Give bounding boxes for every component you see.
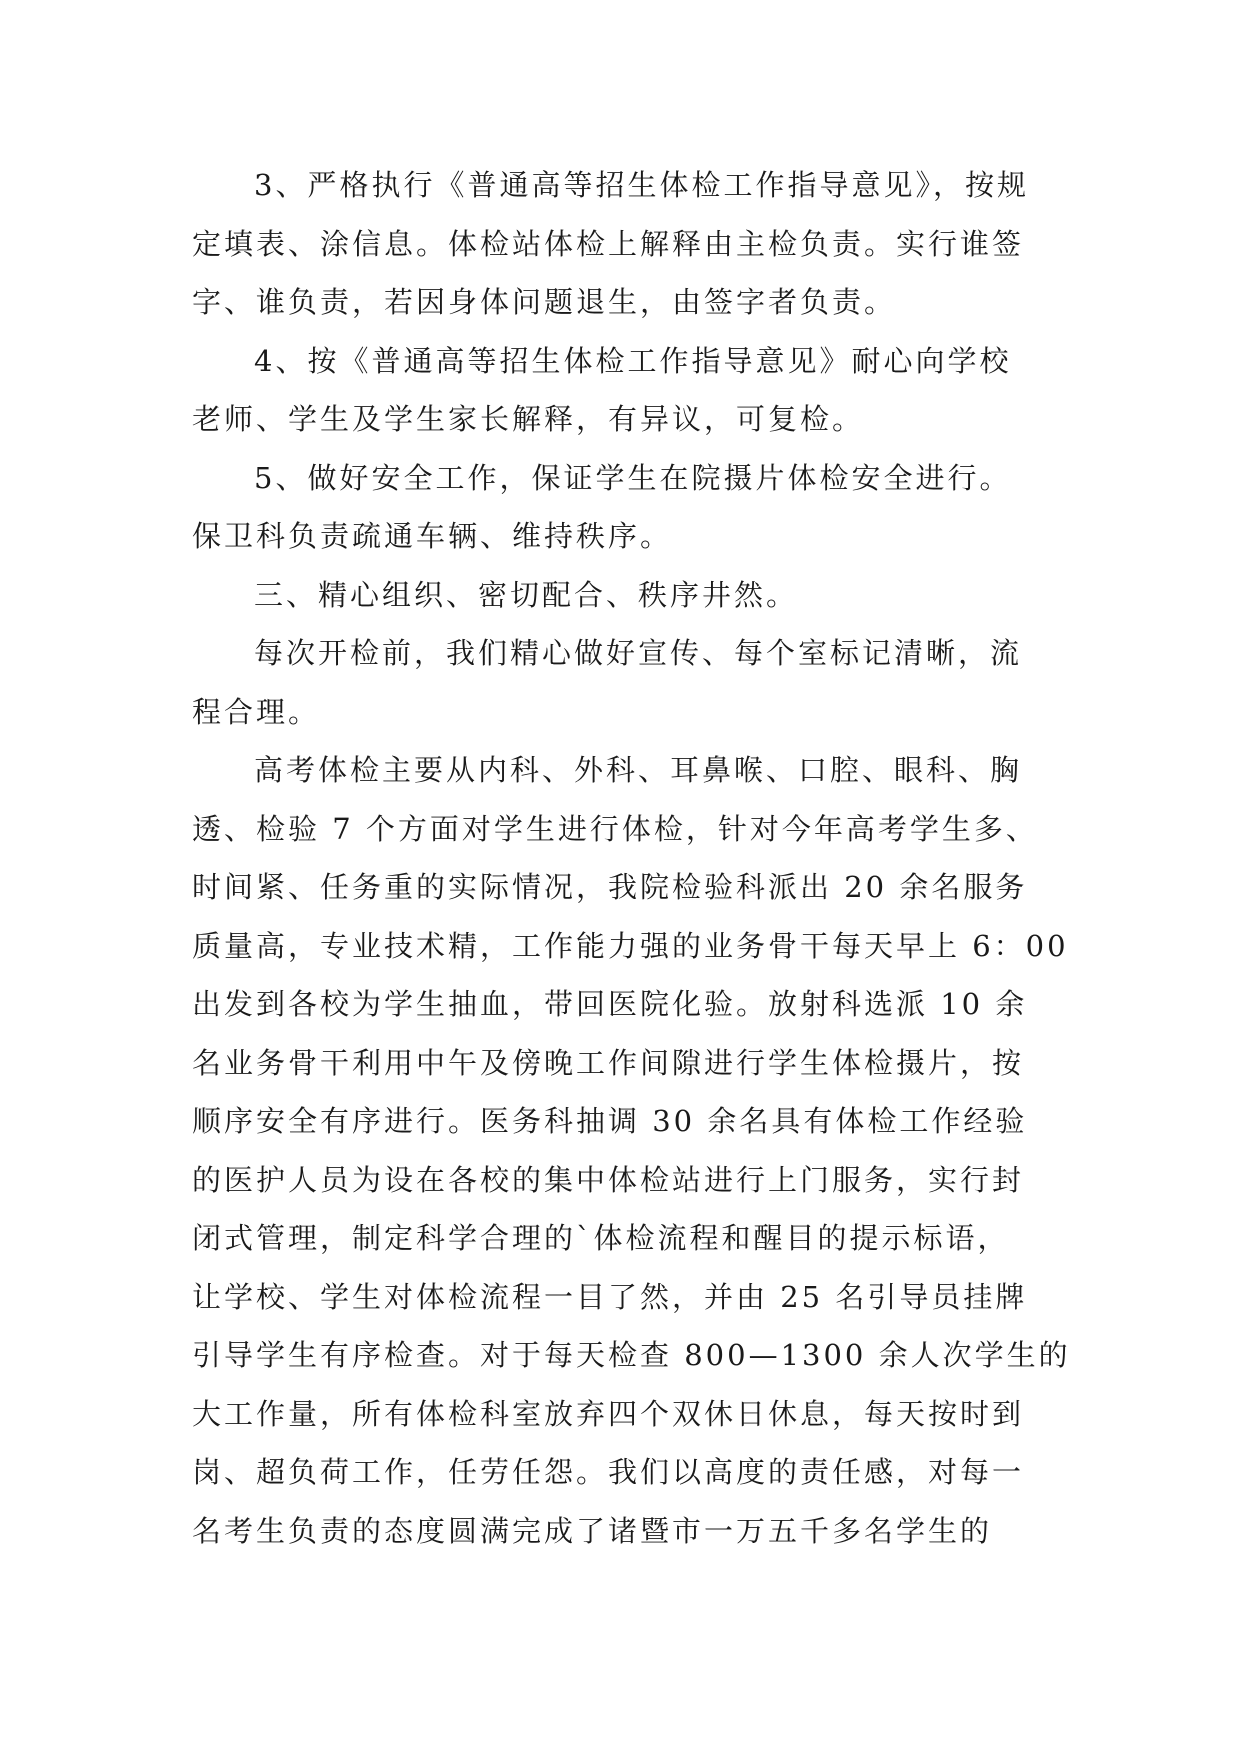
paragraph-line: 5、做好安全工作，保证学生在院摄片体检安全进行。 [254, 460, 1012, 495]
paragraph-line: 引导学生有序检查。对于每天检查 800—1300 余人次学生的 [192, 1338, 1071, 1372]
paragraph-line: 出发到各校为学生抽血，带回医院化验。放射科选派 10 余 [192, 987, 1028, 1021]
section-heading: 三、精心组织、密切配合、秩序井然。 [254, 577, 799, 612]
paragraph-line: 字、谁负责，若因身体问题退生，由签字者负责。 [192, 285, 897, 319]
paragraph-line: 老师、学生及学生家长解释，有异议，可复检。 [192, 402, 865, 436]
paragraph-line: 岗、超负荷工作，任劳任怨。我们以高度的责任感，对每一 [192, 1455, 1025, 1489]
paragraph-line: 闭式管理，制定科学合理的`体检流程和醒目的提示标语， [192, 1221, 1010, 1255]
paragraph-line: 顺序安全有序进行。医务科抽调 30 余名具有体检工作经验 [192, 1104, 1028, 1138]
paragraph-line: 4、按《普通高等招生体检工作指导意见》耐心向学校 [254, 343, 1012, 378]
paragraph-line: 名考生负责的态度圆满完成了诸暨市一万五千多名学生的 [192, 1513, 993, 1548]
paragraph-line: 让学校、学生对体检流程一目了然，并由 25 名引导员挂牌 [192, 1279, 1028, 1314]
document-body [192, 156, 1071, 1560]
paragraph-line: 高考体检主要从内科、外科、耳鼻喉、口腔、眼科、胸 [254, 753, 1023, 787]
paragraph-line: 时间紧、任务重的实际情况，我院检验科派出 20 余名服务 [192, 870, 1028, 904]
paragraph-line: 程合理。 [192, 694, 321, 729]
paragraph-line: 每次开检前，我们精心做好宣传、每个室标记清晰，流 [254, 636, 1023, 670]
paragraph-line: 定填表、涂信息。体检站体检上解释由主检负责。实行谁签 [192, 226, 1025, 261]
paragraph-line: 名业务骨干利用中午及傍晚工作间隙进行学生体检摄片，按 [192, 1045, 1025, 1080]
paragraph-line: 3、严格执行《普通高等招生体检工作指导意见》，按规 [254, 168, 1029, 202]
paragraph-line: 质量高，专业技术精，工作能力强的业务骨干每天早上 6：00 [192, 928, 1069, 963]
paragraph-line: 大工作量，所有体检科室放弃四个双休日休息，每天按时到 [192, 1396, 1025, 1431]
paragraph-line: 保卫科负责疏通车辆、维持秩序。 [192, 519, 673, 553]
paragraph-line: 透、检验 7 个方面对学生进行体检，针对今年高考学生多、 [192, 811, 1038, 846]
paragraph-line: 的医护人员为设在各校的集中体检站进行上门服务，实行封 [192, 1162, 1025, 1197]
